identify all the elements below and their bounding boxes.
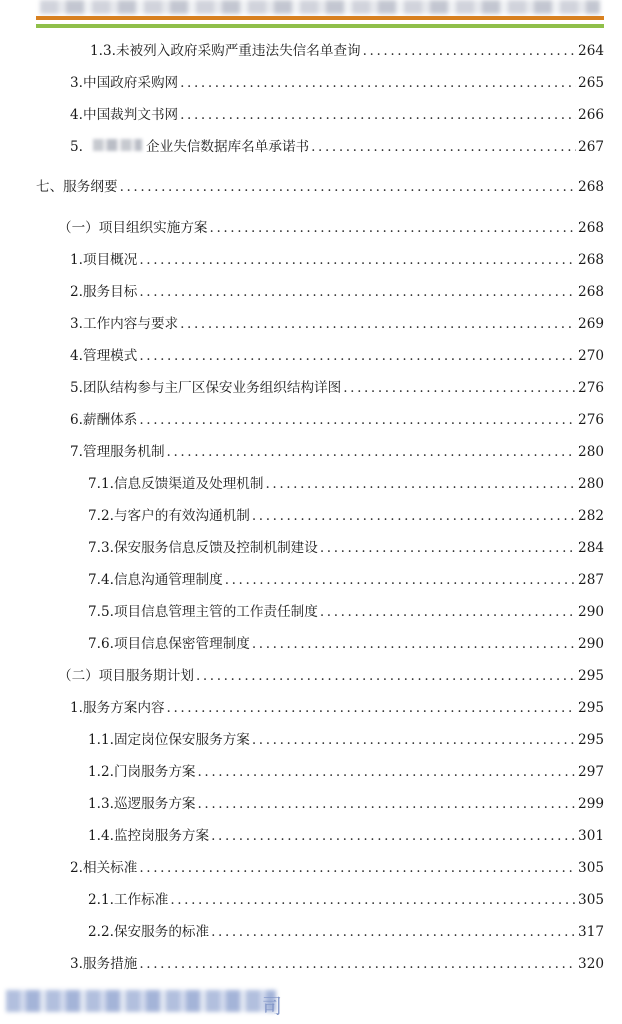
toc-leader-dots — [139, 281, 576, 303]
toc-leader-dots — [343, 377, 576, 399]
toc-leader-dots — [139, 249, 576, 271]
toc-entry-page: 290 — [578, 636, 604, 652]
toc-entry-label: 2.1.工作标准 — [88, 892, 169, 908]
toc-entry-label: 7.6.项目信息保密管理制度 — [88, 636, 250, 652]
toc-entry-label: 5.团队结构参与主厂区保安业务组织结构详图 — [70, 380, 342, 396]
toc-leader-dots — [167, 697, 577, 719]
toc-entry-page: 297 — [578, 764, 604, 780]
toc-entry-label: 2.2.保安服务的标准 — [88, 924, 210, 940]
toc-leader-dots — [198, 761, 577, 783]
toc-entry-page: 301 — [578, 828, 604, 844]
toc-entry-page: 280 — [578, 476, 604, 492]
toc-leader-dots — [180, 313, 576, 335]
toc-entry-label: （一）项目组织实施方案 — [58, 220, 208, 236]
toc-leader-dots — [139, 857, 576, 879]
toc-entry-label: 1.3.巡逻服务方案 — [88, 796, 196, 812]
toc-entry-page: 295 — [578, 668, 604, 684]
toc-entry[interactable] — [70, 281, 604, 303]
toc-entry[interactable] — [70, 697, 604, 719]
toc-leader-dots — [211, 921, 576, 943]
toc-entry-label: 4.管理模式 — [70, 348, 138, 364]
toc-entry-page: 265 — [578, 75, 604, 91]
toc-leader-dots — [139, 953, 576, 975]
toc-entry-label: 3.工作内容与要求 — [70, 316, 179, 332]
toc-leader-dots — [198, 793, 577, 815]
toc-leader-dots — [180, 104, 576, 126]
toc-leader-dots — [252, 729, 576, 751]
toc-entry-label: 7.管理服务机制 — [70, 444, 165, 460]
toc-entry-page: 295 — [578, 700, 604, 716]
toc-entry[interactable] — [88, 729, 604, 751]
toc-entry[interactable] — [88, 889, 604, 911]
toc-entry[interactable] — [70, 409, 604, 431]
toc-entry[interactable] — [70, 441, 604, 463]
toc-leader-dots — [211, 825, 576, 847]
header-rule-orange — [36, 16, 604, 20]
toc-entry-label: 7.3.保安服务信息反馈及控制机制建设 — [88, 540, 318, 556]
toc-entry-label: 7.4.信息沟通管理制度 — [88, 572, 223, 588]
footer-company-name-redacted — [6, 990, 276, 1012]
toc-entry-page: 284 — [578, 540, 604, 556]
toc-entry-page: 266 — [578, 107, 604, 123]
toc-entry[interactable] — [88, 537, 604, 559]
toc-entry[interactable] — [70, 72, 604, 94]
toc-leader-dots — [167, 441, 577, 463]
toc-entry[interactable] — [70, 104, 604, 126]
toc-entry-page: 305 — [578, 860, 604, 876]
toc-entry[interactable] — [70, 249, 604, 271]
toc-leader-dots — [252, 633, 576, 655]
toc-entry-label: 6.薪酬体系 — [70, 412, 138, 428]
toc-entry[interactable] — [70, 377, 604, 399]
toc-entry[interactable] — [70, 953, 604, 975]
toc-entry-label: 1.服务方案内容 — [70, 700, 165, 716]
toc-entry-page: 268 — [578, 252, 604, 268]
footer-company-suffix: 司 — [262, 994, 282, 1018]
toc-entry-page: 295 — [578, 732, 604, 748]
toc-entry-page: 268 — [578, 284, 604, 300]
toc-leader-dots — [196, 665, 576, 687]
toc-entry-page: 268 — [578, 220, 604, 236]
toc-entry-page: 267 — [578, 139, 604, 155]
toc-entry-page: 282 — [578, 508, 604, 524]
toc-leader-dots — [311, 136, 576, 158]
toc-entry[interactable] — [58, 217, 604, 239]
toc-entry-label: 1.2.门岗服务方案 — [88, 764, 196, 780]
toc-entry-label: 2.相关标准 — [70, 860, 138, 876]
toc-entry[interactable] — [70, 345, 604, 367]
toc-entry-page: 290 — [578, 604, 604, 620]
toc-entry-label: 7.2.与客户的有效沟通机制 — [88, 508, 250, 524]
header-text-redacted — [40, 0, 600, 14]
toc-leader-dots — [180, 72, 576, 94]
toc-entry[interactable] — [90, 40, 604, 62]
toc-entry-label: 3.中国政府采购网 — [70, 75, 179, 91]
toc-entry-page: 299 — [578, 796, 604, 812]
toc-leader-dots — [139, 345, 576, 367]
toc-entry-label: （二）项目服务期计划 — [58, 668, 194, 684]
toc-entry[interactable] — [88, 601, 604, 623]
toc-entry-page: 276 — [578, 412, 604, 428]
toc-leader-dots — [210, 217, 577, 239]
toc-entry[interactable] — [70, 313, 604, 335]
header-rule-green — [36, 24, 604, 28]
toc-entry-page: 287 — [578, 572, 604, 588]
toc-leader-dots — [225, 569, 576, 591]
toc-leader-dots — [139, 409, 576, 431]
toc-leader-dots — [363, 40, 576, 62]
toc-leader-dots — [252, 505, 576, 527]
toc-entry-label: 7.5.项目信息管理主管的工作责任制度 — [88, 604, 318, 620]
toc-entry-label: 1.4.监控岗服务方案 — [88, 828, 210, 844]
toc-entry[interactable] — [88, 569, 604, 591]
toc-entry-page: 305 — [578, 892, 604, 908]
toc-entry[interactable] — [88, 505, 604, 527]
toc-entry-label: 3.服务措施 — [70, 956, 138, 972]
toc-leader-dots — [265, 473, 576, 495]
toc-entry-prefix: 5. — [70, 139, 83, 155]
toc-entry[interactable] — [70, 136, 604, 158]
toc-entry[interactable] — [88, 921, 604, 943]
toc-entry[interactable] — [36, 176, 604, 198]
toc-entry[interactable] — [88, 825, 604, 847]
toc-entry-label: 1.3.未被列入政府采购严重违法失信名单查询 — [90, 43, 361, 59]
toc-entry-page: 317 — [578, 924, 604, 940]
toc-entry-label: 4.中国裁判文书网 — [70, 107, 179, 123]
toc-entry[interactable] — [88, 473, 604, 495]
toc-leader-dots — [320, 601, 576, 623]
toc-entry-label: 7.1.信息反馈渠道及处理机制 — [88, 476, 264, 492]
toc-leader-dots — [320, 537, 576, 559]
toc-entry-page: 276 — [578, 380, 604, 396]
toc-entry-label: 1.1.固定岗位保安服务方案 — [88, 732, 250, 748]
toc-entry-page: 270 — [578, 348, 604, 364]
toc-entry-page: 280 — [578, 444, 604, 460]
toc-leader-dots — [120, 176, 576, 198]
toc-entry[interactable] — [88, 633, 604, 655]
toc-entry-page: 320 — [578, 956, 604, 972]
toc-entry[interactable] — [70, 857, 604, 879]
toc-entry[interactable] — [88, 793, 604, 815]
toc-entry-label: 七、服务纲要 — [36, 179, 118, 195]
toc-entry-label: 企业失信数据库名单承诺书 — [146, 139, 310, 155]
toc-leader-dots — [170, 889, 576, 911]
toc-entry-page: 268 — [578, 179, 604, 195]
toc-entry[interactable] — [58, 665, 604, 687]
toc-entry[interactable] — [88, 761, 604, 783]
toc-entry-page: 264 — [578, 43, 604, 59]
toc-entry-label: 2.服务目标 — [70, 284, 138, 300]
redacted-company-name — [93, 139, 142, 151]
toc-entry-label: 1.项目概况 — [70, 252, 138, 268]
toc-entry-page: 269 — [578, 316, 604, 332]
